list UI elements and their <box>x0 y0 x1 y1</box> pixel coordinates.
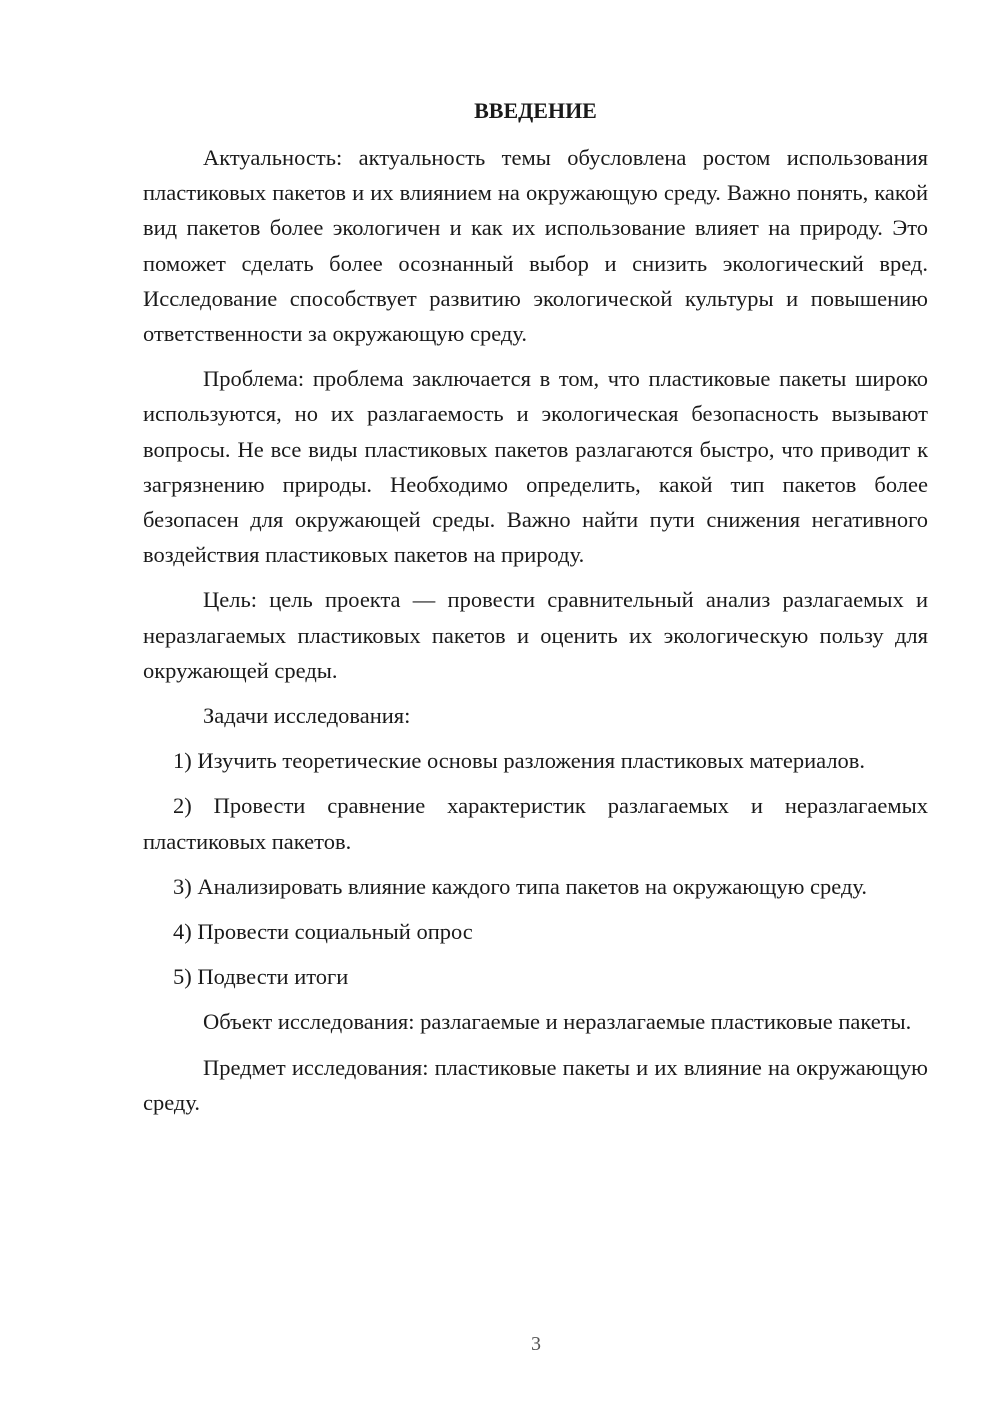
task-item: 5) Подвести итоги <box>173 964 349 990</box>
object-paragraph: Объект исследования: разлагаемые и неразлагаемые пластиковые пакеты. <box>203 1009 912 1035</box>
task-item: 2) Провести сравнение характеристик разлагаемых и неразлагаемых пластиковых пакетов. <box>143 793 928 854</box>
subject-paragraph: Предмет исследования: пластиковые пакеты и их влияние на окружающую среду. <box>143 1054 928 1115</box>
problem-paragraph: Проблема: проблема заключается в том, что пластиковые пакеты широко используются, но их разлагаемость и экологическая безопасность вызывают вопросы. Не все виды пластиковых пакетов разлагаются быстро, что приводит к загрязнению природы. Необходимо определить, какой тип пакетов более безопасен для окружающей среды. Важно найти пути снижения негативного воздействия пластиковых пакетов на природу. <box>143 366 928 568</box>
goal-paragraph: Цель: цель проекта — провести сравнительный анализ разлагаемых и неразлагаемых пластиковых пакетов и оценить их экологическую пользу для окружающей среды. <box>143 587 928 683</box>
section-heading: ВВЕДЕНИЕ <box>474 98 597 123</box>
page-content <box>143 96 928 1130</box>
relevance-paragraph: Актуальность: актуальность темы обусловлена ростом использования пластиковых пакетов и их влиянием на окружающую среду. Важно понять, какой вид пакетов более экологичен и как их использование влияет на природу. Это поможет сделать более осознанный выбор и снизить экологический вред. Исследование способствует развитию экологической культуры и повышению ответственности за окружающую среду. <box>143 145 928 347</box>
task-item: 3) Анализировать влияние каждого типа пакетов на окружающую среду. <box>173 873 868 899</box>
task-item: 1) Изучить теоретические основы разложения пластиковых материалов. <box>173 748 866 774</box>
task-item: 4) Провести социальный опрос <box>173 919 473 945</box>
tasks-title: Задачи исследования: <box>203 703 411 729</box>
page-number: 3 <box>531 1333 541 1355</box>
